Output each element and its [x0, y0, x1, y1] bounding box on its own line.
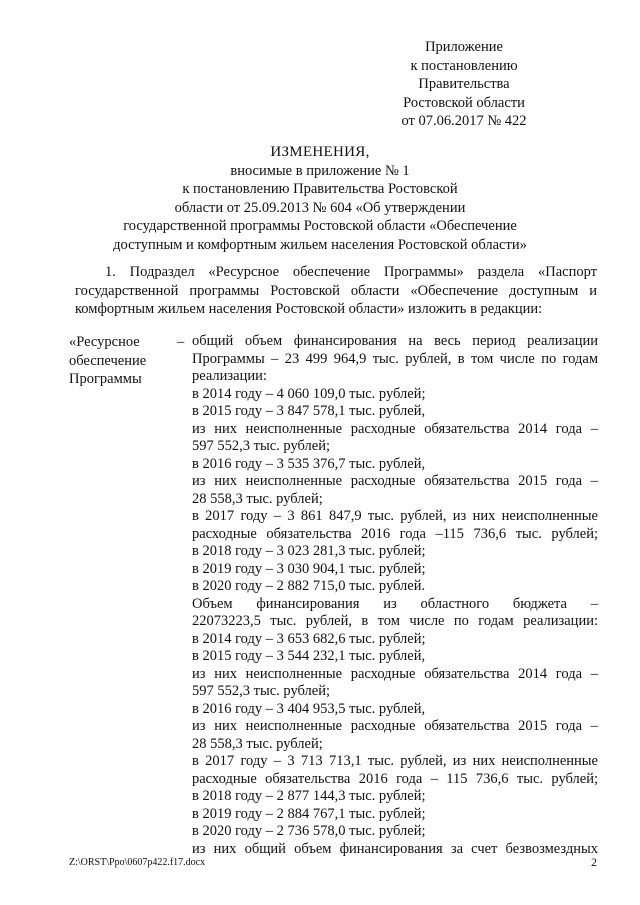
resource-line: в 2015 году – 3 847 578,1 тыс. рублей, — [192, 403, 426, 419]
appendix-line: от 07.06.2017 № 422 — [401, 113, 527, 130]
resource-line: в 2015 году – 3 544 232,1 тыс. рублей, — [192, 648, 426, 664]
appendix-line: Приложение — [425, 39, 503, 55]
resource-line: из них общий объем финансирования за счет безвозмездных — [192, 840, 598, 857]
appendix-line: Правительства — [418, 76, 510, 93]
resource-line: расходные обязательства 2016 года –115 736,6 тыс. рублей; — [192, 525, 598, 542]
resource-line: Объем финансирования из областного бюджета – — [192, 595, 598, 612]
resource-line: 28 558,3 тыс. рублей; — [192, 735, 323, 752]
resource-content — [192, 333, 598, 858]
resource-line: в 2014 году – 3 653 682,6 тыс. рублей; — [192, 630, 426, 647]
resource-line: общий объем финансирования на весь период реализации — [192, 333, 598, 349]
document-heading — [0, 143, 640, 255]
heading-subtitle — [0, 162, 640, 255]
resource-line: в 2018 году – 3 023 281,3 тыс. рублей; — [192, 543, 426, 559]
heading-line: вносимые в приложение № 1 — [230, 162, 410, 179]
resource-line: в 2016 году – 3 404 953,5 тыс. рублей, — [192, 700, 426, 717]
resource-label-line: обеспечение — [69, 352, 147, 369]
resource-line: расходные обязательства 2016 года – 115 736,6 тыс. рублей; — [192, 770, 598, 787]
resource-dash: – — [177, 334, 185, 350]
resource-line: в 2016 году – 3 535 376,7 тыс. рублей, — [192, 455, 426, 472]
page-number: 2 — [591, 855, 597, 869]
resource-line: в 2017 году – 3 861 847,9 тыс. рублей, из них неисполненные — [192, 508, 598, 524]
resource-label — [69, 333, 189, 389]
resource-line: в 2019 году – 2 884 767,1 тыс. рублей; — [192, 805, 426, 822]
heading-line: государственной программы Ростовской области «Обеспечение — [123, 218, 517, 235]
resource-line: из них неисполненные расходные обязательства 2015 года – — [192, 718, 598, 734]
appendix-block — [354, 38, 574, 131]
resource-line: реализации: — [192, 368, 267, 384]
resource-line: в 2020 году – 2 882 715,0 тыс. рублей. — [192, 578, 426, 594]
appendix-line: к постановлению — [410, 57, 518, 74]
intro-text: 1. Подраздел «Ресурсное обеспечение Программы» раздела «Паспорт государственной программы Ростовской области «Обеспечение доступным и комфортным жильем населения Ростовской области» изложить в редакции: — [75, 264, 597, 317]
resource-line: 597 552,3 тыс. рублей; — [192, 683, 330, 699]
resource-line: из них неисполненные расходные обязательства 2014 года – — [192, 665, 598, 682]
heading-line: области от 25.09.2013 № 604 «Об утверждении — [174, 199, 466, 216]
resource-line: 22073223,5 тыс. рублей, в том числе по годам реализации: — [192, 613, 598, 629]
resource-label-line: Программы — [69, 371, 142, 388]
heading-title: ИЗМЕНЕНИЯ, — [270, 144, 370, 160]
resource-line: из них неисполненные расходные обязательства 2014 года – — [192, 420, 598, 437]
appendix-line: Ростовской области — [403, 94, 525, 111]
resource-line: из них неисполненные расходные обязательства 2015 года – — [192, 473, 598, 489]
resource-line: в 2018 году – 2 877 144,3 тыс. рублей; — [192, 788, 426, 804]
resource-line: в 2017 году – 3 713 713,1 тыс. рублей, из них неисполненные — [192, 753, 598, 769]
heading-line: к постановлению Правительства Ростовской — [182, 181, 458, 198]
intro-paragraph — [75, 263, 597, 319]
footer-file-path: Z:\ORST\Ppo\0607p422.f17.docx — [69, 857, 206, 868]
resource-line: Программы – 23 499 964,9 тыс. рублей, в том числе по годам — [192, 350, 598, 367]
resource-line: в 2020 году – 2 736 578,0 тыс. рублей; — [192, 823, 426, 839]
resource-line: 597 552,3 тыс. рублей; — [192, 438, 330, 454]
heading-line: доступным и комфортным жильем населения Ростовской области» — [113, 236, 527, 253]
resource-label-line: «Ресурсное — [69, 334, 140, 350]
resource-line: 28 558,3 тыс. рублей; — [192, 490, 323, 507]
resource-line: в 2014 году – 4 060 109,0 тыс. рублей; — [192, 385, 426, 402]
resource-line: в 2019 году – 3 030 904,1 тыс. рублей; — [192, 560, 426, 577]
